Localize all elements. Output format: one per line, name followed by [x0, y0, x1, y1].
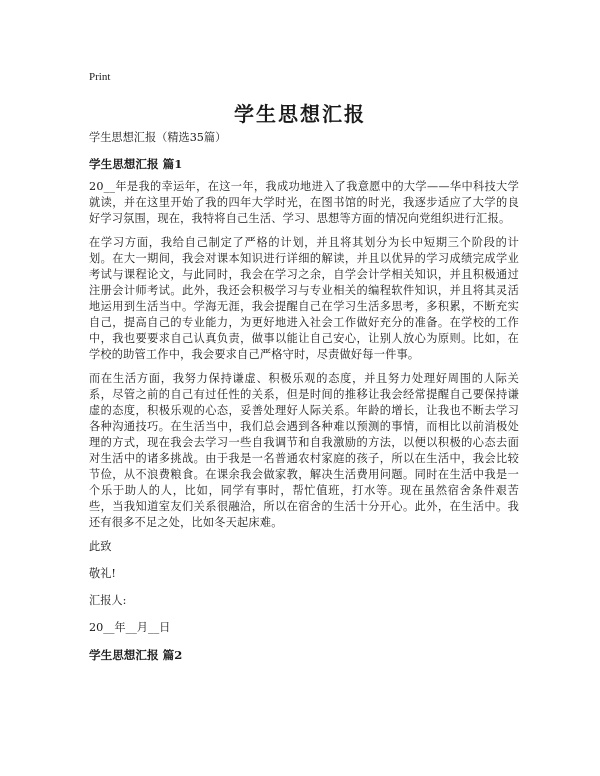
paragraph-2: 在学习方面，我给自己制定了严格的计划，并且将其划分为长中短期三个阶段的计划。在大一期间，我会对课本知识进行详细的解读，并且以优异的学习成绩完成学业考试与课程论文，与此同时，我会在学习之余，自学会计学相关知识，并且积极通过注册会计师考试。此外，我还会积极学习与专业相关的编程软件知识，并且将其灵活地运用到生活当中。学海无涯，我会提醒自己在学习生活多思考，多积累，不断充实自己，提高自己的专业能力，为更好地进入社会工作做好充分的准备。在学校的工作中，我也要要求自己认真负责，做事以能让自己安心，让别人放心为原则。比如，在学校的助管工作中，我会要求自己严格守时，尽责做好每一件事。 [89, 236, 519, 361]
section-heading-2: 学生思想汇报 篇2 [89, 648, 183, 662]
document-subtitle: 学生思想汇报（精选35篇） [89, 131, 227, 144]
paragraph-3: 而在生活方面，我努力保持谦虚、积极乐观的态度，并且努力处理好周围的人际关系，尽管之前的自己有过任性的关系，但是时间的推移让我会经常提醒自己要保持谦虚的态度，积极乐观的心态，妥善处理好人际关系。年龄的增长，让我也不断去学习各种沟通技巧。在生活当中，我们总会遇到各种难以预测的事情，而相比以前消极处理的方式，现在我会去学习一些自我调节和自我激励的方法，以便以积极的心态去面对生活中的诸多挑战。由于我是一名普通农村家庭的孩子，所以在生活中，我会比较节俭，从不浪费粮食。在课余我会做家教，解决生活费用问题。同时在生活中我是一个乐于助人的人，比如，同学有事时，帮忙值班，打水等。现在虽然宿舍条件艰苦些，当我知道室友们关系很融洽，所以在宿舍的生活十分开心。此外，在生活中。我还有很多不足之处，比如冬天起床难。 [89, 372, 519, 529]
closing-respect: 敬礼! [89, 567, 116, 580]
section-heading-1: 学生思想汇报 篇1 [89, 157, 183, 171]
report-date: 20__年__月__日 [89, 621, 171, 634]
print-link[interactable]: Print [89, 71, 111, 83]
paragraph-1: 20__年是我的幸运年，在这一年，我成功地进入了我意愿中的大学——华中科技大学就读，并在这里开始了我的四年大学时光，在图书馆的时光，我逐步适应了大学的良好学习氛围，现在，我特将自己生活、学习、思想等方面的情况向党组织进行汇报。 [89, 180, 519, 225]
document-body [89, 130, 519, 670]
closing-salutation: 此致 [89, 540, 112, 553]
reporter-label: 汇报人: [89, 594, 127, 607]
page-title: 学生思想汇报 [234, 102, 366, 126]
